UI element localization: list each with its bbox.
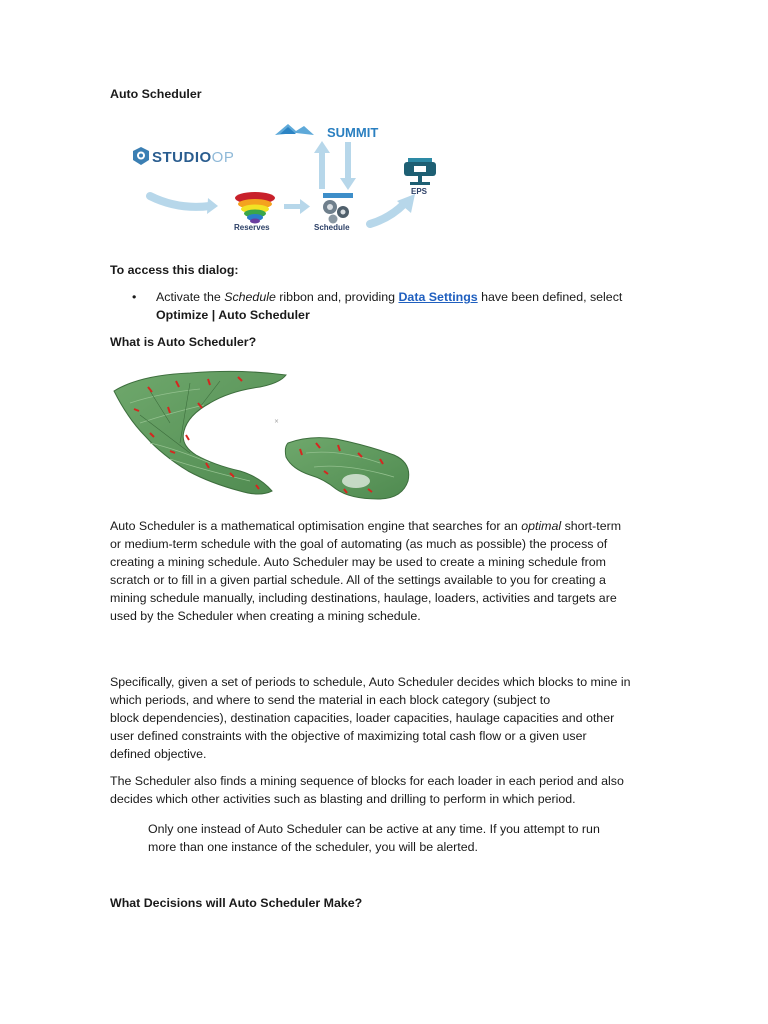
- decisions-heading: What Decisions will Auto Scheduler Make?: [110, 896, 363, 910]
- what-heading: What is Auto Scheduler?: [110, 335, 257, 349]
- para1-line3: creating a mining schedule. Auto Scheduler may be used to create a mining schedule from: [110, 555, 606, 569]
- para1-line1: [110, 517, 658, 535]
- summit-logo-text: SUMMIT: [327, 125, 379, 140]
- note-block: [148, 820, 648, 856]
- workflow-diagram: [118, 118, 448, 238]
- optimal-italic: optimal: [521, 519, 562, 533]
- bullet-text-1: Activate the: [156, 290, 225, 304]
- eps-label: EPS: [411, 187, 428, 196]
- paragraph-specifically: [110, 673, 658, 763]
- summit-logo-icon: [275, 124, 314, 135]
- para3-line2: decides which other activities such as blasting and drilling to perform in which period.: [110, 792, 576, 806]
- para3-line1: The Scheduler also finds a mining sequence of blocks for each loader in each period and also: [110, 774, 624, 788]
- para1-line1b: short-term: [561, 519, 622, 533]
- studio-logo-text: [152, 149, 234, 166]
- para1-line2: or medium-term schedule with the goal of automating (as much as possible) the process of: [110, 537, 608, 551]
- data-settings-link[interactable]: Data Settings: [398, 290, 478, 304]
- schedule-gears-icon: [323, 193, 353, 224]
- schedule-italic: Schedule: [224, 290, 276, 304]
- note-line2: more than one instance of the scheduler, you will be alerted.: [148, 840, 478, 854]
- para1-line5: mining schedule manually, including destinations, haulage, loaders, activities and targets are: [110, 591, 617, 605]
- eps-icon: [404, 158, 436, 185]
- bullet-text-2: ribbon and, providing: [275, 290, 399, 304]
- para2-line1: Specifically, given a set of periods to schedule, Auto Scheduler decides which blocks to mine in: [110, 675, 631, 689]
- map-marker: ×: [274, 418, 280, 425]
- note-line1: Only one instead of Auto Scheduler can be active at any time. If you attempt to run: [148, 822, 600, 836]
- page-title: Auto Scheduler: [110, 87, 202, 101]
- paragraph-intro: [110, 517, 658, 625]
- para1-line1a: Auto Scheduler is a mathematical optimisation engine that searches for an: [110, 519, 522, 533]
- reserves-icon: [235, 192, 275, 224]
- bullet-line-2: Optimize | Auto Scheduler: [156, 308, 310, 322]
- paragraph-sequence: [110, 772, 658, 808]
- bullet-line-1: [156, 288, 656, 306]
- para2-line2: which periods, and where to send the material in each block category (subject to: [110, 693, 551, 707]
- studio-logo-main: STUDIO: [152, 149, 212, 166]
- bullet-marker: •: [132, 290, 137, 304]
- workflow-diagram-graphic: [118, 118, 448, 238]
- reserves-label: Reserves: [234, 223, 270, 232]
- para1-line4: scratch or to fill in a given partial schedule. All of the settings available to you for creating a: [110, 573, 606, 587]
- studio-logo-suffix: OP: [211, 149, 235, 166]
- para2-line4: user defined constraints with the objective of maximizing total cash flow or a given user: [110, 729, 587, 743]
- para2-line3: block dependencies), destination capacities, loader capacities, haulage capacities and other: [110, 711, 615, 725]
- para2-line5: defined objective.: [110, 747, 207, 761]
- bullet-item: [156, 288, 656, 324]
- mining-map-image: [110, 363, 415, 508]
- access-heading: To access this dialog:: [110, 263, 239, 277]
- studio-logo-icon: [133, 147, 149, 165]
- schedule-label: Schedule: [314, 223, 350, 232]
- bullet-text-3: have been defined, select: [477, 290, 623, 304]
- para1-line6: used by the Scheduler when creating a mining schedule.: [110, 609, 421, 623]
- mining-map-graphic: [110, 363, 415, 508]
